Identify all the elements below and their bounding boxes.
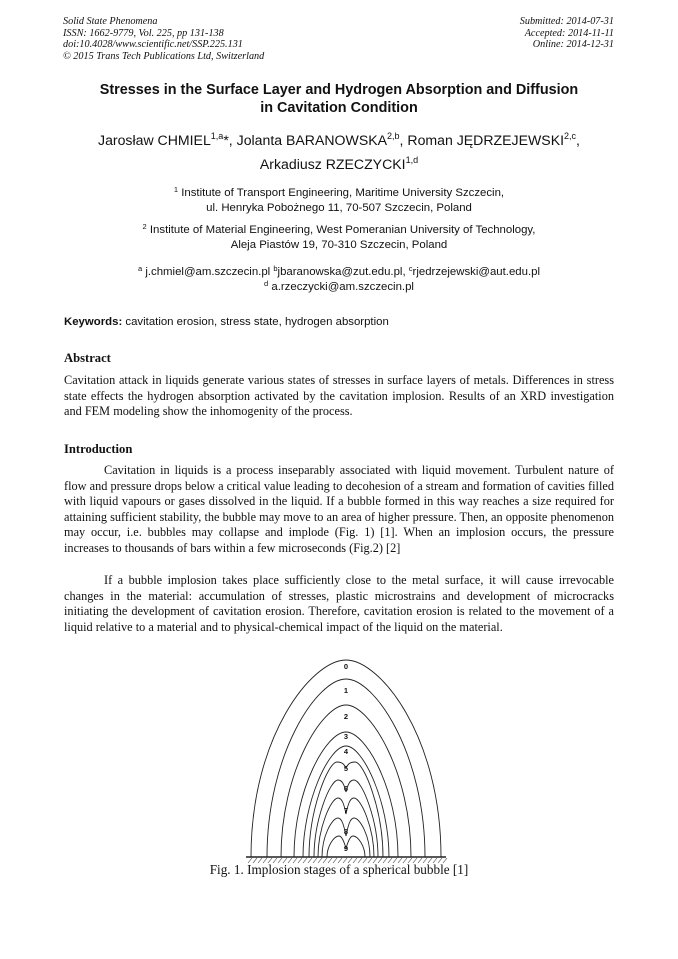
stage-label: 2 (343, 712, 349, 721)
author-list (40, 128, 638, 176)
stage-label: 5 (343, 764, 349, 773)
author-separator: , (399, 132, 408, 148)
author-emails (40, 265, 638, 295)
email-c[interactable]: rjedrzejewski@aut.edu.pl (412, 266, 540, 278)
affiliation-number: 1 (173, 185, 179, 194)
email-b[interactable]: jbaranowska@zut.edu.pl, (277, 266, 409, 278)
affiliation-line (40, 186, 638, 201)
affiliation-1 (40, 186, 638, 216)
affiliation-address: ul. Henryka Pobożnego 11, 70-507 Szczecin, Poland (206, 202, 472, 214)
email-mark: c (408, 264, 413, 273)
submission-dates (520, 16, 614, 51)
email-mark: b (273, 264, 278, 273)
figure-1-caption: Fig. 1. Implosion stages of a spherical bubble [1] (209, 862, 469, 877)
stage-label: 0 (343, 662, 349, 671)
stage-label: 7 (343, 806, 349, 815)
keywords-label: Keywords: (64, 316, 123, 328)
introduction-paragraph-1: Cavitation in liquids is a process inseparably associated with liquid movement. Turbulent nature of flow and pressure drops below a critical value leading to decohesion of a stream and formation of cavities filled with liquid vapours or gases dissolved in the liquid. If a bubble formed in this way reaches a size required for attaining sufficient stability, the bubble may move to an area of higher pressure. Then, an opposite phenomenon may occur, i.e. bubbles may collapse and implode (Fig. 1) [1]. When an implosion occurs, the pressure increases to thousands of bars within a few microseconds (Fig.2) [2] (64, 463, 614, 555)
affiliation-institute: Institute of Material Engineering, West Pomeranian University of Technology, (146, 224, 536, 236)
abstract-heading: Abstract (64, 351, 111, 365)
stage-label: 8 (343, 827, 349, 836)
journal-name: Solid State Phenomena (63, 16, 158, 27)
journal-info (63, 16, 264, 62)
author-affiliation-mark: 1,a (210, 131, 224, 141)
author-name: Jolanta BARANOWSKA (236, 132, 388, 148)
email-mark: a (138, 264, 143, 273)
email-line-1 (40, 265, 638, 280)
introduction-paragraph-2: If a bubble implosion takes place sufficiently close to the metal surface, it will cause irrevocable changes in the material: accumulation of stresses, plastic microstrains and development of microcracks initiating the development of cavitation erosion. Therefore, cavitation erosion is related to the movement of a liquid relative to a material and to physical-chemical impact of the liquid on the material. (64, 573, 614, 634)
author-affiliation-mark: 2,b (387, 131, 400, 141)
stage-labels (344, 662, 349, 853)
author-line-1 (40, 128, 638, 152)
affiliation-line (40, 223, 638, 238)
figure-1-bubble-implosion-diagram (0, 650, 678, 870)
paper-title (60, 82, 618, 117)
stage-label: 6 (343, 784, 349, 793)
abstract-text: Cavitation attack in liquids generate various states of stresses in surface layers of metals. Differences in stress state effects the hydrogen absorption activated by the cavitation implosion. Results of an XRD investigation and FEM modeling show the inhomogenity of the process. (64, 373, 614, 419)
journal-doi: doi:10.4028/www.scientific.net/SSP.225.131 (63, 39, 243, 51)
author-line-2 (40, 152, 638, 176)
journal-issn: ISSN: 1662-9779, Vol. 225, pp 131-138 (63, 27, 224, 39)
submitted-date: Submitted: 2014-07-31 (519, 16, 614, 27)
stage-label: 1 (343, 686, 349, 695)
email-d[interactable]: a.rzeczycki@am.szczecin.pl (268, 281, 414, 293)
affiliation-number: 2 (142, 222, 147, 231)
author-affiliation-mark: 2,c (564, 131, 577, 141)
author-name: Jarosław CHMIEL (98, 132, 211, 148)
email-line-2 (40, 280, 638, 295)
keywords-text: cavitation erosion, stress state, hydrogen absorption (122, 316, 389, 328)
email-mark: d (264, 279, 269, 288)
affiliation-institute: Institute of Transport Engineering, Maritime University Szczecin, (178, 187, 505, 199)
title-line-2: in Cavitation Condition (260, 99, 418, 116)
affiliation-2 (40, 223, 638, 253)
corresponding-author-mark: *, (223, 132, 237, 148)
affiliation-address: Aleja Piastów 19, 70-310 Szczecin, Poland (230, 239, 448, 251)
journal-copyright: © 2015 Trans Tech Publications Ltd, Switzerland (63, 50, 265, 62)
author-name: Roman JĘDRZEJEWSKI (407, 132, 565, 148)
accepted-date: Accepted: 2014-11-11 (524, 27, 614, 39)
stage-label: 3 (343, 732, 349, 741)
email-a[interactable]: j.chmiel@am.szczecin.pl (142, 266, 274, 278)
stage-label: 9 (343, 844, 349, 853)
title-line-1: Stresses in the Surface Layer and Hydrogen Absorption and Diffusion (99, 82, 579, 98)
online-date: Online: 2014-12-31 (532, 39, 614, 51)
author-separator: , (576, 132, 580, 148)
keywords (64, 316, 389, 328)
stage-label: 4 (343, 747, 349, 756)
author-affiliation-mark: 1,d (405, 155, 419, 165)
author-name: Arkadiusz RZECZYCKI (259, 156, 406, 172)
introduction-heading: Introduction (64, 442, 133, 456)
